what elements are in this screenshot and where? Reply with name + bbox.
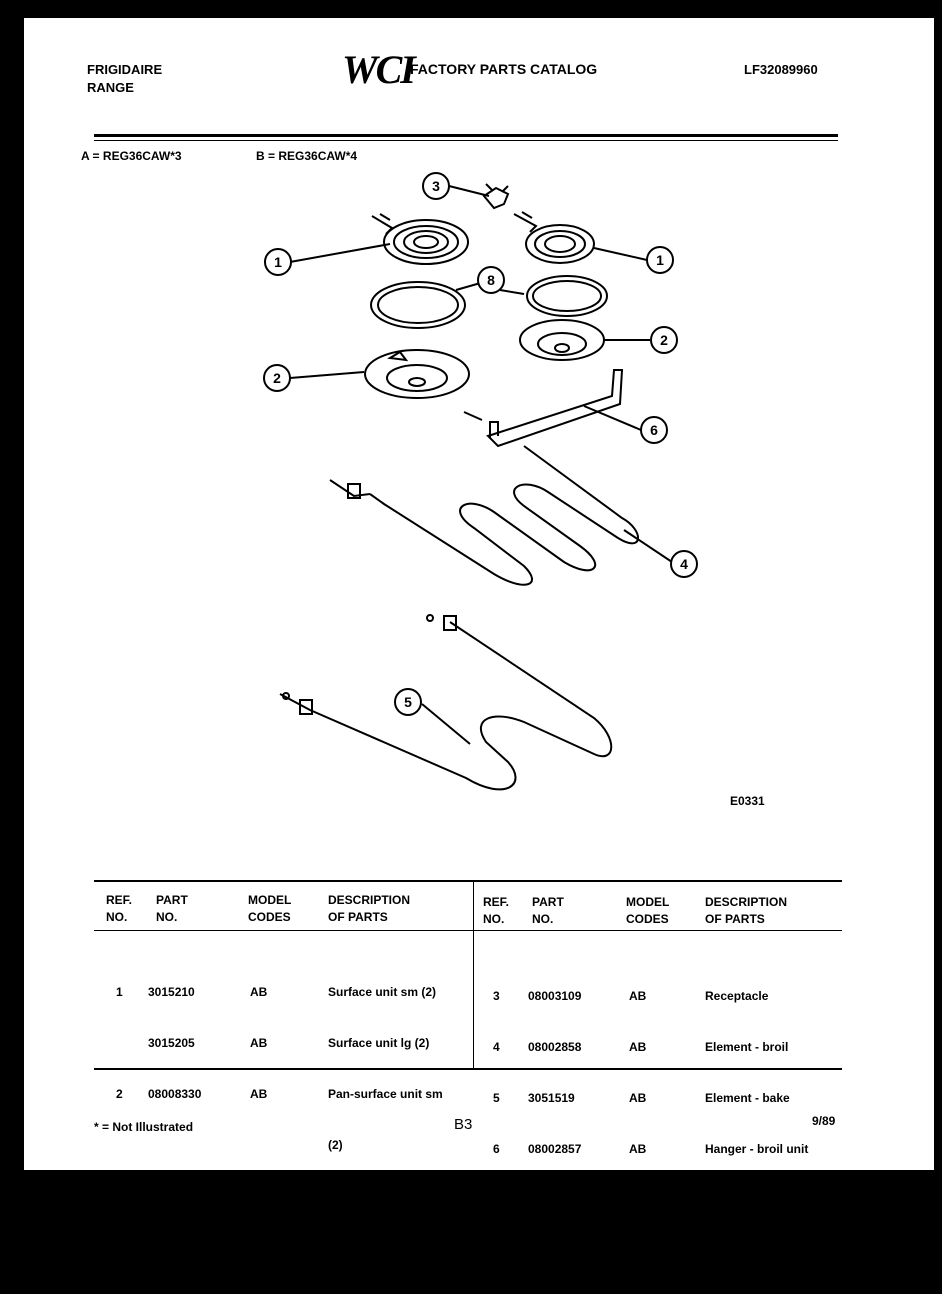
svg-text:1: 1 [274, 254, 282, 270]
table-cell: Ring - trim lg (2) [705, 1244, 797, 1258]
table-cell: Pan-surface unit sm [328, 1087, 443, 1101]
svg-text:5: 5 [404, 694, 412, 710]
table-cell: Pan-surface unit lg [328, 1189, 437, 1203]
table-cell: AB [250, 1036, 268, 1050]
surface-unit-small [514, 212, 594, 263]
table-cell: 08003114 [528, 1244, 581, 1258]
header-ref-right: REF. NO. [483, 895, 510, 926]
table-cell: 3015205 [148, 1036, 195, 1050]
header-ref-left: REF. NO. [106, 893, 133, 924]
table-top-rule [94, 880, 842, 882]
table-cell: 08002857 [528, 1142, 582, 1156]
pan-surface-unit-small [520, 320, 604, 360]
table-cell: 08008330 [148, 1087, 202, 1101]
table-cell: 08002858 [528, 1040, 582, 1054]
table-cell: 3015210 [148, 985, 195, 999]
header-part-right: PART NO. [532, 895, 564, 926]
wci-logo: WCI [342, 47, 414, 92]
table-divider [473, 880, 474, 1070]
model-b-label: B = REG36CAW*4 [256, 149, 358, 163]
table-cell: 4 [493, 1040, 500, 1054]
table-cell: 1 [116, 985, 123, 999]
brand-name: FRIGIDAIRE [87, 62, 163, 77]
table-cell [116, 1035, 129, 1052]
right-desc-column [705, 954, 808, 1294]
revision-date: 9/89 [812, 1114, 836, 1128]
surface-unit-large [372, 214, 468, 264]
table-cell: AB [629, 1091, 647, 1105]
table-cell: Ring - trim sm (2) [705, 1193, 804, 1207]
table-cell: Hanger - broil unit [705, 1142, 809, 1156]
svg-text:2: 2 [273, 370, 281, 386]
table-cell: Element - bake [705, 1091, 790, 1105]
table-cell: 5 [493, 1091, 500, 1105]
table-cell: 2 [116, 1087, 123, 1101]
table-cell: 3051519 [528, 1091, 575, 1105]
table-cell [250, 1239, 267, 1256]
table-cell [116, 1239, 129, 1256]
broil-element [330, 446, 638, 585]
table-cell: Surface unit lg (2) [328, 1036, 430, 1050]
trim-ring-large [371, 282, 465, 328]
table-cell: AB [629, 1193, 647, 1207]
broil-unit-hanger [464, 370, 622, 446]
svg-text:6: 6 [650, 422, 658, 438]
right-model-column [629, 954, 646, 1294]
figure-id: E0331 [730, 794, 765, 808]
table-cell: AB [629, 1040, 647, 1054]
table-cell: 8 [493, 1193, 500, 1207]
catalog-title: FACTORY PARTS CATALOG [410, 61, 598, 77]
left-desc-column [328, 950, 443, 1290]
table-cell: AB [250, 1087, 268, 1101]
table-cell: AB [250, 1189, 268, 1203]
header-desc-right: DESCRIPTION OF PARTS [705, 895, 788, 926]
table-cell [116, 1188, 129, 1205]
page-number: B3 [454, 1116, 473, 1133]
table-cell: AB [250, 985, 268, 999]
table-cell: AB [629, 1142, 647, 1156]
header-part-left: PART NO. [156, 893, 188, 924]
svg-text:2: 2 [660, 332, 668, 348]
table-cell [250, 1137, 267, 1154]
model-a-label: A = REG36CAW*3 [81, 149, 182, 163]
not-illustrated-note: * = Not Illustrated [94, 1120, 194, 1134]
table-cell: 08003109 [528, 989, 582, 1003]
svg-text:8: 8 [487, 272, 495, 288]
table-cell [116, 1137, 129, 1154]
catalog-number: LF32089960 [744, 62, 818, 77]
header-model-right: MODEL CODES [626, 895, 670, 926]
table-header-rule [94, 930, 842, 931]
table-cell: Surface unit sm (2) [328, 985, 437, 999]
table-cell [493, 1243, 506, 1260]
svg-text:3: 3 [432, 178, 440, 194]
table-cell: 08003113 [528, 1193, 581, 1207]
table-cell: (2) [328, 1240, 343, 1254]
table-cell: 08003116 [148, 1189, 201, 1203]
table-cell: 6 [493, 1142, 500, 1156]
bake-element [280, 615, 611, 789]
pan-surface-unit-large [365, 350, 469, 398]
table-cell: AB [629, 1244, 647, 1258]
svg-text:1: 1 [656, 252, 664, 268]
table-cell [148, 1137, 201, 1154]
svg-text:4: 4 [680, 556, 688, 572]
header-model-left: MODEL CODES [248, 893, 292, 924]
right-ref-column [493, 954, 506, 1294]
header-desc-left: DESCRIPTION OF PARTS [328, 893, 411, 924]
table-cell: Receptacle [705, 989, 769, 1003]
catalog-page [24, 18, 934, 1258]
left-model-column [250, 950, 267, 1290]
table-cell [148, 1239, 201, 1256]
table-cell: (2) [328, 1138, 343, 1152]
table-cell: Element - broil [705, 1040, 789, 1054]
right-part-column [528, 954, 581, 1294]
exploded-parts-diagram [24, 18, 934, 838]
product-type: RANGE [87, 80, 134, 95]
table-cell: AB [629, 989, 647, 1003]
table-cell: 3 [493, 989, 500, 1003]
